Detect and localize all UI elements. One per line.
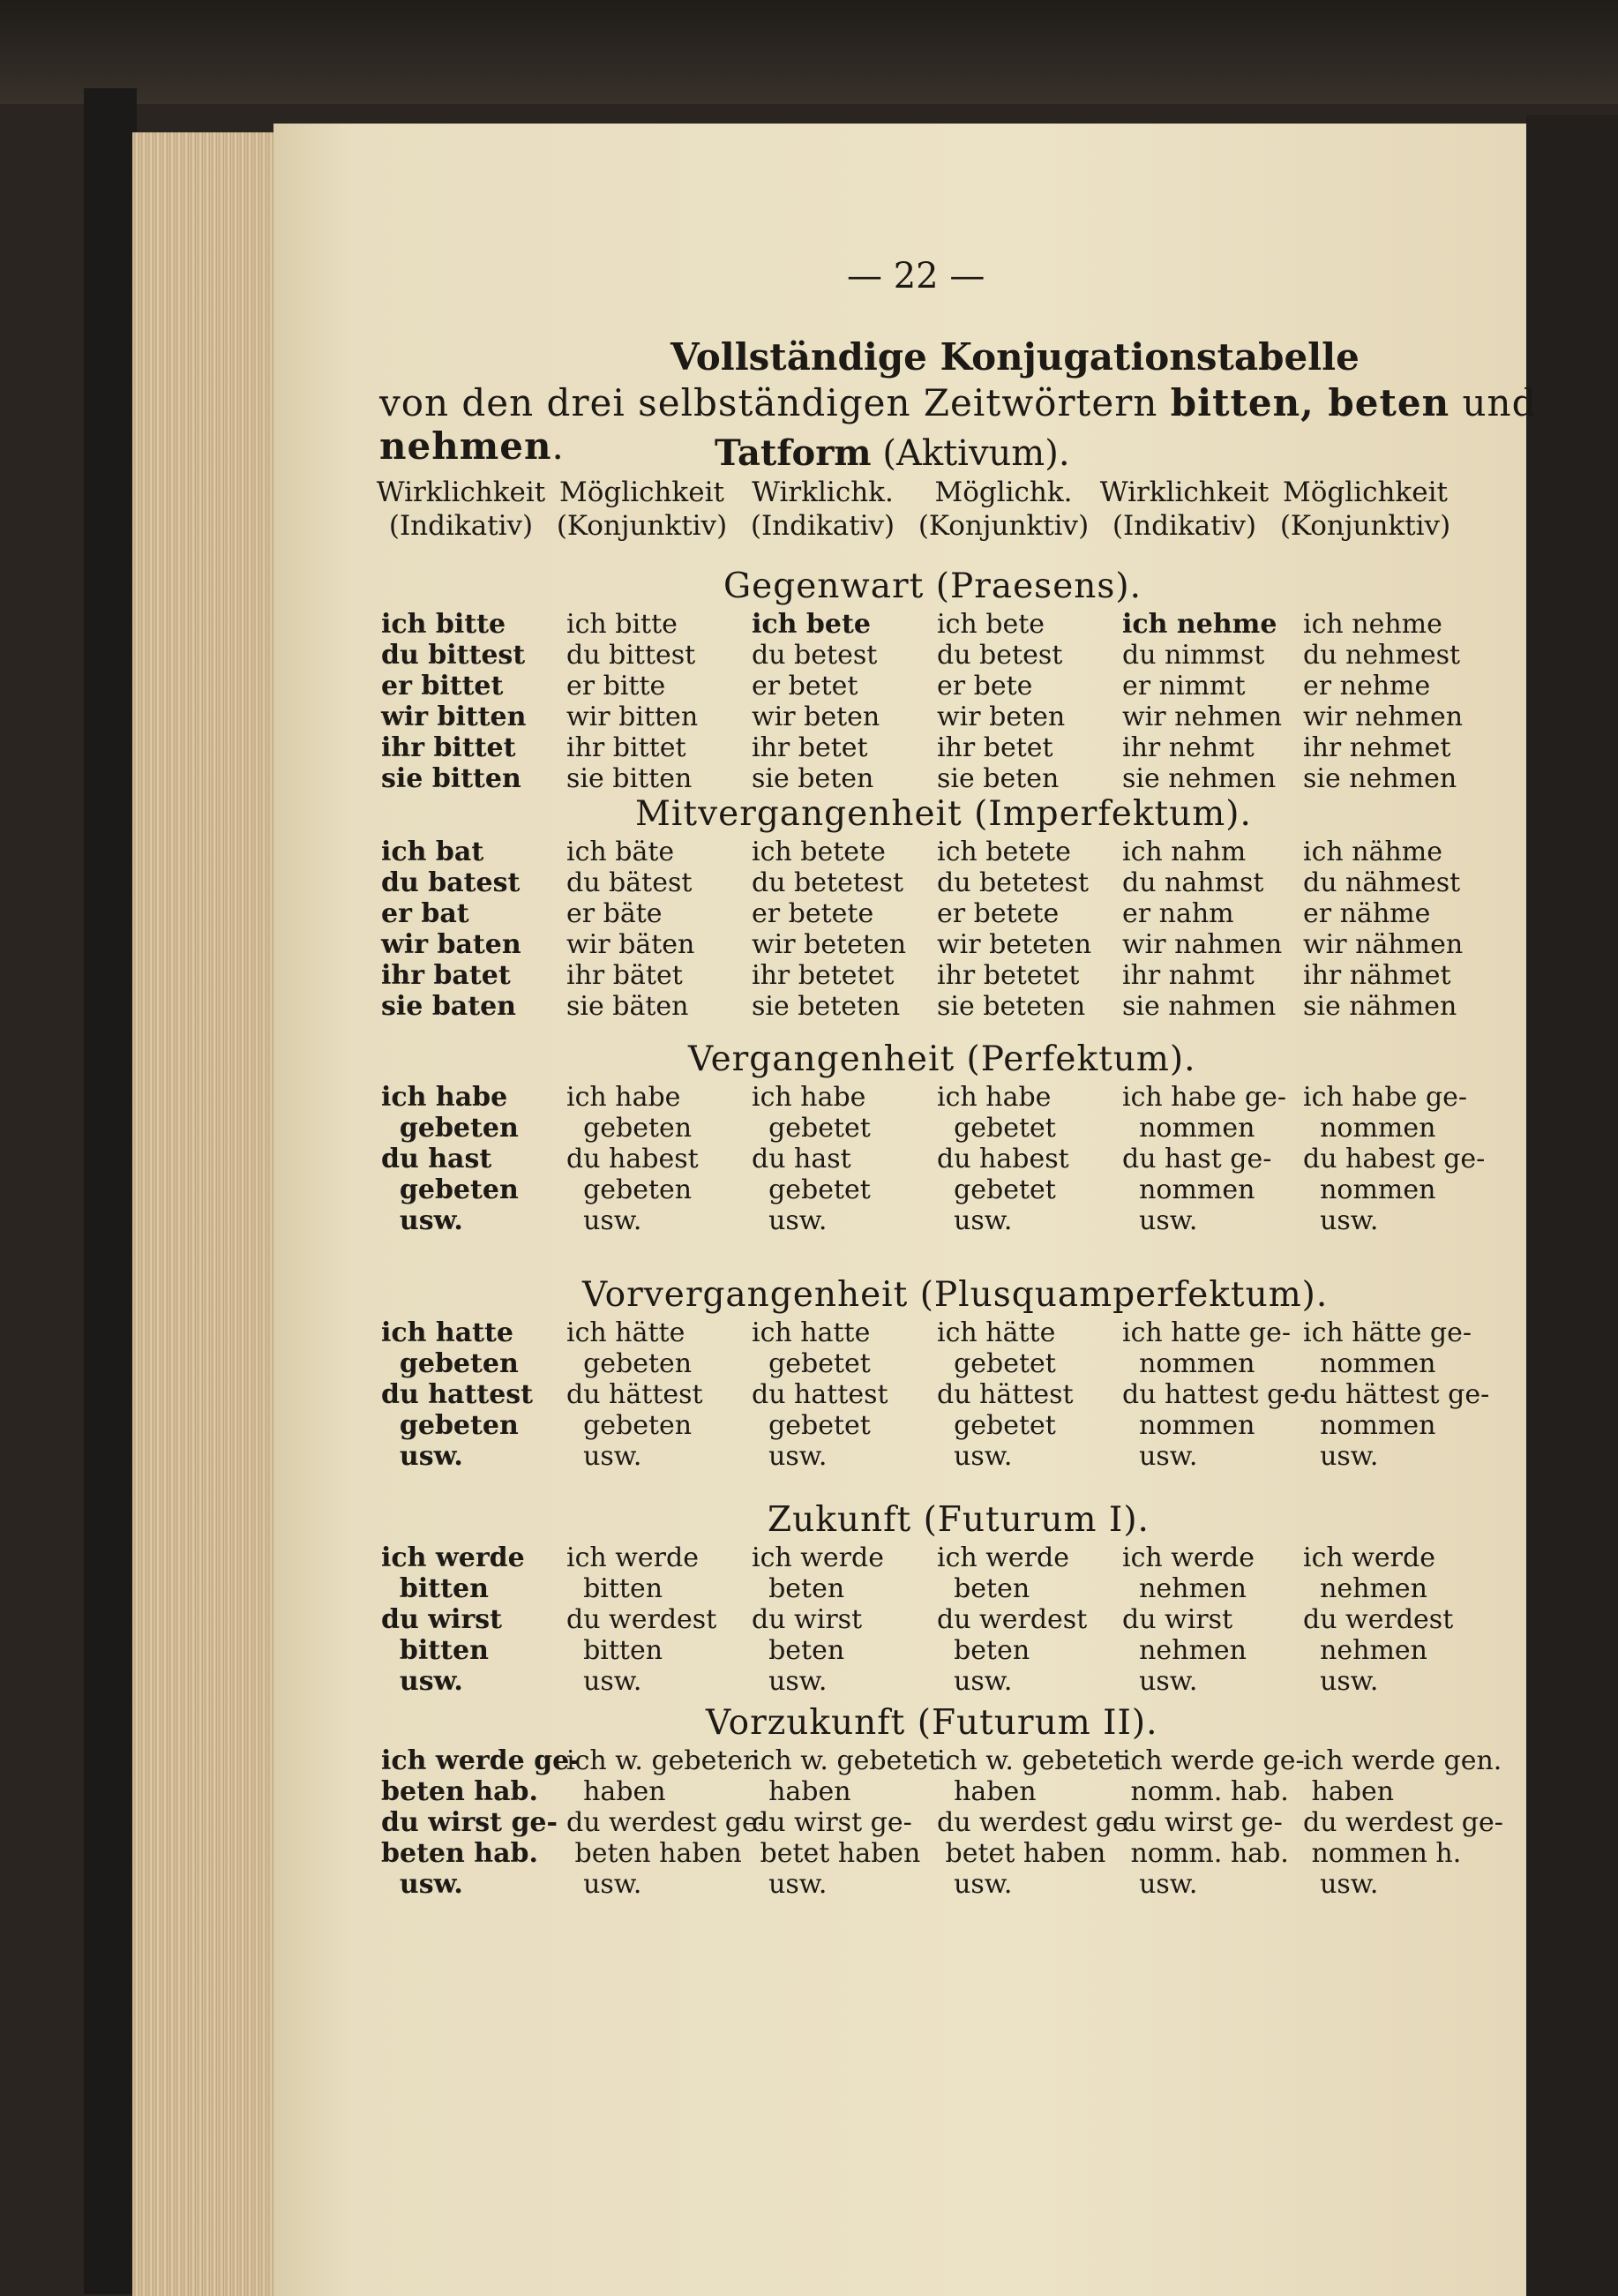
conjugation-cell: ihr bätet: [566, 960, 683, 991]
subtitle-verbs-2: nehmen: [379, 424, 552, 468]
conjugation-cell: usw.: [752, 1666, 828, 1697]
conjugation-cell: gebeten: [566, 1174, 693, 1205]
conjugation-cell: sie bitten: [381, 763, 521, 794]
conjugation-cell: usw.: [381, 1869, 463, 1900]
conjugation-cell: nehmen: [1122, 1573, 1247, 1604]
conjugation-cell: haben: [1303, 1776, 1395, 1807]
conjugation-cell: ihr betet: [752, 732, 868, 763]
conjugation-cell: er nehme: [1303, 671, 1431, 702]
conjugation-cell: ich hätte: [937, 1317, 1056, 1348]
conjugation-cell: er bitte: [566, 671, 666, 702]
conjugation-cell: ich werde ge-: [1122, 1745, 1305, 1776]
conjugation-cell: ich werde: [1303, 1542, 1435, 1573]
conjugation-cell: usw.: [937, 1205, 1013, 1236]
conjugation-cell: ich habe ge-: [1122, 1082, 1287, 1113]
conjugation-cell: ihr betetet: [752, 960, 895, 991]
conjugation-cell: wir nehmen: [1122, 702, 1283, 732]
conjugation-cell: du werdest: [937, 1604, 1088, 1635]
conjugation-cell: ich bat: [381, 837, 484, 867]
tense-heading: Vergangenheit (Perfektum).: [688, 1039, 1196, 1079]
conjugation-cell: er betete: [752, 898, 874, 929]
conjugation-cell: ihr bittet: [566, 732, 686, 763]
conjugation-cell: du hattest: [752, 1379, 888, 1410]
conjugation-cell: du werdest ge-: [1303, 1807, 1503, 1838]
conjugation-cell: ich habe ge-: [1303, 1082, 1468, 1113]
conjugation-cell: haben: [566, 1776, 666, 1807]
mood-latin: (Indikativ): [750, 510, 895, 542]
tense-heading: Gegenwart (Praesens).: [723, 566, 1142, 606]
subtitle-verbs-1: bitten, beten: [1170, 381, 1450, 424]
conjugation-cell: ich werde: [1122, 1542, 1255, 1573]
conjugation-cell: beten: [937, 1573, 1030, 1604]
conjugation-cell: gebeten: [381, 1410, 519, 1441]
conjugation-cell: du hättest: [566, 1379, 703, 1410]
conjugation-grid: [381, 1542, 1488, 1697]
conjugation-cell: nehmen: [1303, 1573, 1427, 1604]
conjugation-cell: du nahmst: [1122, 867, 1264, 898]
conjugation-cell: ich werde: [566, 1542, 699, 1573]
conjugation-cell: betet haben: [937, 1838, 1106, 1869]
conjugation-cell: bitten: [566, 1573, 663, 1604]
conjugation-cell: du hattest: [381, 1379, 534, 1410]
conjugation-cell: bitten: [566, 1635, 663, 1666]
conjugation-cell: ich betete: [752, 837, 886, 867]
conjugation-cell: ich hatte ge-: [1122, 1317, 1291, 1348]
conjugation-cell: ich nehme: [1122, 609, 1277, 640]
mood-header: Wirklichkeit: [1099, 476, 1270, 508]
conjugation-grid: [381, 1317, 1488, 1472]
conjugation-cell: ich bitte: [381, 609, 506, 640]
conjugation-cell: ich bitte: [566, 609, 678, 640]
conjugation-cell: du werdest ge-: [937, 1807, 1137, 1838]
conjugation-cell: gebetet: [937, 1348, 1056, 1379]
conjugation-cell: ihr batet: [381, 960, 511, 991]
conjugation-cell: sie nehmen: [1303, 763, 1457, 794]
conjugation-cell: bitten: [381, 1573, 489, 1604]
conjugation-cell: ich hatte: [381, 1317, 513, 1348]
conjugation-cell: du wirst ge-: [752, 1807, 912, 1838]
conjugation-cell: usw.: [1303, 1205, 1379, 1236]
conjugation-cell: du werdest ge-: [566, 1807, 767, 1838]
conjugation-cell: ich habe: [381, 1082, 508, 1113]
conjugation-cell: usw.: [1122, 1869, 1198, 1900]
conjugation-cell: haben: [752, 1776, 851, 1807]
conjugation-cell: sie nehmen: [1122, 763, 1277, 794]
conjugation-cell: sie beten: [937, 763, 1060, 794]
mood-header: Möglichkeit: [559, 476, 724, 508]
conjugation-cell: gebeten: [566, 1410, 693, 1441]
conjugation-cell: ihr nehmet: [1303, 732, 1451, 763]
conjugation-cell: du hattest ge-: [1122, 1379, 1309, 1410]
conjugation-cell: ich werde: [381, 1542, 525, 1573]
conjugation-cell: wir nähmen: [1303, 929, 1464, 960]
conjugation-cell: du werdest: [566, 1604, 717, 1635]
conjugation-cell: nommen: [1303, 1348, 1436, 1379]
conjugation-cell: du wirst: [381, 1604, 503, 1635]
conjugation-cell: er betete: [937, 898, 1060, 929]
conjugation-cell: sie nahmen: [1122, 991, 1277, 1022]
conjugation-cell: usw.: [937, 1441, 1013, 1472]
conjugation-cell: nehmen: [1122, 1635, 1247, 1666]
conjugation-cell: er bete: [937, 671, 1033, 702]
conjugation-cell: sie bäten: [566, 991, 689, 1022]
conjugation-cell: ich nahm: [1122, 837, 1247, 867]
conjugation-cell: sie beteten: [937, 991, 1086, 1022]
conjugation-cell: du wirst: [1122, 1604, 1233, 1635]
conjugation-cell: usw.: [1122, 1441, 1198, 1472]
conjugation-cell: du betest: [937, 640, 1063, 671]
conjugation-cell: er nähme: [1303, 898, 1431, 929]
page-title: Vollständige Konjugationstabelle: [670, 335, 1360, 379]
conjugation-cell: betet haben: [752, 1838, 921, 1869]
conjugation-cell: du wirst ge-: [1122, 1807, 1283, 1838]
conjugation-cell: beten hab.: [381, 1838, 538, 1869]
conjugation-cell: gebeten: [566, 1348, 693, 1379]
conjugation-cell: nehmen: [1303, 1635, 1427, 1666]
conjugation-cell: ich w. gebeten: [566, 1745, 760, 1776]
conjugation-cell: gebeten: [381, 1174, 519, 1205]
conjugation-cell: nomm. hab.: [1122, 1776, 1289, 1807]
subtitle-end: .: [551, 424, 565, 468]
tense-heading: Vorzukunft (Futurum II).: [706, 1703, 1158, 1743]
conjugation-cell: beten hab.: [381, 1776, 538, 1807]
conjugation-cell: er bäte: [566, 898, 663, 929]
conjugation-cell: ich werde: [937, 1542, 1069, 1573]
conjugation-cell: beten haben: [566, 1838, 742, 1869]
mood-latin: (Konjunktiv): [556, 510, 728, 542]
mood-latin-headers: [371, 510, 1456, 542]
conjugation-cell: usw.: [1122, 1666, 1198, 1697]
conjugation-cell: usw.: [381, 1441, 463, 1472]
conjugation-cell: ihr nähmet: [1303, 960, 1451, 991]
conjugation-cell: nommen: [1122, 1174, 1255, 1205]
conjugation-cell: wir bäten: [566, 929, 695, 960]
conjugation-cell: du betetest: [937, 867, 1090, 898]
conjugation-cell: du bittest: [381, 640, 526, 671]
conjugation-cell: wir beten: [937, 702, 1066, 732]
conjugation-cell: ich habe: [937, 1082, 1052, 1113]
conjugation-cell: ich bäte: [566, 837, 675, 867]
tense-heading: Zukunft (Futurum I).: [768, 1500, 1150, 1540]
conjugation-cell: du hast: [752, 1144, 851, 1174]
conjugation-cell: usw.: [381, 1205, 463, 1236]
conjugation-cell: nommen: [1303, 1113, 1436, 1144]
conjugation-grid: [381, 837, 1488, 1022]
conjugation-cell: ich betete: [937, 837, 1071, 867]
page-number: — 22 —: [847, 256, 985, 296]
conjugation-grid: [381, 609, 1488, 794]
conjugation-cell: du betetest: [752, 867, 904, 898]
conjugation-cell: ich nehme: [1303, 609, 1442, 640]
conjugation-cell: du betest: [752, 640, 878, 671]
conjugation-cell: usw.: [1303, 1666, 1379, 1697]
conjugation-cell: beten: [937, 1635, 1030, 1666]
conjugation-cell: du hättest ge-: [1303, 1379, 1490, 1410]
conjugation-cell: ich werde ge-: [381, 1745, 581, 1776]
conjugation-cell: du bätest: [566, 867, 693, 898]
conjugation-cell: wir beteten: [937, 929, 1092, 960]
conjugation-cell: du hast ge-: [1122, 1144, 1272, 1174]
conjugation-cell: ich nähme: [1303, 837, 1442, 867]
conjugation-cell: usw.: [566, 1869, 642, 1900]
conjugation-grid: [381, 1082, 1488, 1236]
conjugation-cell: beten: [752, 1635, 845, 1666]
conjugation-cell: du hast: [381, 1144, 492, 1174]
mood-header: Möglichkeit: [1283, 476, 1448, 508]
conjugation-cell: usw.: [1303, 1869, 1379, 1900]
conjugation-grid: [381, 1745, 1503, 1900]
conjugation-cell: ich bete: [752, 609, 871, 640]
conjugation-cell: du hättest: [937, 1379, 1074, 1410]
mood-header: Möglichk.: [934, 476, 1073, 508]
subtitle-and: und: [1449, 381, 1537, 424]
conjugation-cell: ich w. gebetet: [752, 1745, 940, 1776]
conjugation-cell: gebeten: [381, 1113, 519, 1144]
conjugation-cell: gebetet: [937, 1174, 1056, 1205]
conjugation-cell: usw.: [1122, 1205, 1198, 1236]
conjugation-cell: ich hätte ge-: [1303, 1317, 1472, 1348]
conjugation-cell: usw.: [381, 1666, 463, 1697]
conjugation-cell: du werdest: [1303, 1604, 1454, 1635]
conjugation-cell: er bat: [381, 898, 469, 929]
conjugation-cell: er betet: [752, 671, 858, 702]
conjugation-cell: ich habe: [752, 1082, 866, 1113]
conjugation-cell: ich werde: [752, 1542, 884, 1573]
voice-name: Tatform: [715, 432, 872, 474]
conjugation-cell: usw.: [937, 1666, 1013, 1697]
conjugation-cell: du batest: [381, 867, 521, 898]
conjugation-cell: wir beten: [752, 702, 880, 732]
tense-heading: Mitvergangenheit (Imperfektum).: [635, 794, 1252, 834]
conjugation-cell: er nimmt: [1122, 671, 1246, 702]
mood-latin: (Konjunktiv): [918, 510, 1090, 542]
conjugation-cell: wir baten: [381, 929, 521, 960]
conjugation-cell: ich habe: [566, 1082, 681, 1113]
conjugation-cell: haben: [937, 1776, 1037, 1807]
conjugation-cell: wir beteten: [752, 929, 907, 960]
conjugation-cell: nommen: [1122, 1348, 1255, 1379]
conjugation-cell: usw.: [566, 1666, 642, 1697]
conjugation-cell: du wirst: [752, 1604, 863, 1635]
mood-latin: (Konjunktiv): [1279, 510, 1451, 542]
conjugation-cell: nommen: [1122, 1410, 1255, 1441]
conjugation-cell: du habest ge-: [1303, 1144, 1486, 1174]
conjugation-cell: ihr nahmt: [1122, 960, 1255, 991]
conjugation-cell: nommen: [1303, 1174, 1436, 1205]
conjugation-cell: ich hatte: [752, 1317, 871, 1348]
conjugation-cell: gebetet: [937, 1410, 1056, 1441]
conjugation-cell: usw.: [752, 1205, 828, 1236]
mood-header: Wirklichk.: [752, 476, 894, 508]
conjugation-cell: wir nehmen: [1303, 702, 1464, 732]
conjugation-cell: sie bitten: [566, 763, 693, 794]
conjugation-cell: sie baten: [381, 991, 516, 1022]
voice-latin: (Aktivum).: [882, 433, 1070, 474]
conjugation-cell: gebeten: [381, 1348, 519, 1379]
conjugation-cell: du nimmst: [1122, 640, 1265, 671]
mood-latin: (Indikativ): [388, 510, 534, 542]
conjugation-cell: usw.: [752, 1869, 828, 1900]
conjugation-cell: ich w. gebetet: [937, 1745, 1125, 1776]
conjugation-cell: wir nahmen: [1122, 929, 1283, 960]
conjugation-cell: usw.: [752, 1441, 828, 1472]
conjugation-cell: ihr betetet: [937, 960, 1080, 991]
conjugation-cell: sie nähmen: [1303, 991, 1457, 1022]
conjugation-cell: ihr nehmt: [1122, 732, 1255, 763]
conjugation-cell: beten: [752, 1573, 845, 1604]
conjugation-cell: ich hätte: [566, 1317, 685, 1348]
conjugation-cell: gebetet: [937, 1113, 1056, 1144]
conjugation-cell: er nahm: [1122, 898, 1234, 929]
conjugation-cell: wir bitten: [381, 702, 527, 732]
conjugation-cell: du bittest: [566, 640, 696, 671]
conjugation-cell: nomm. hab.: [1122, 1838, 1289, 1869]
conjugation-cell: usw.: [937, 1869, 1013, 1900]
conjugation-cell: du habest: [937, 1144, 1069, 1174]
conjugation-cell: bitten: [381, 1635, 489, 1666]
conjugation-cell: gebetet: [752, 1348, 871, 1379]
conjugation-cell: ihr betet: [937, 732, 1053, 763]
voice-heading: [715, 432, 1070, 474]
conjugation-cell: wir bitten: [566, 702, 699, 732]
mood-header: Wirklichkeit: [376, 476, 546, 508]
conjugation-cell: er bittet: [381, 671, 504, 702]
conjugation-cell: du nehmest: [1303, 640, 1461, 671]
conjugation-cell: gebetet: [752, 1410, 871, 1441]
conjugation-cell: ich bete: [937, 609, 1045, 640]
conjugation-cell: du wirst ge-: [381, 1807, 558, 1838]
conjugation-cell: usw.: [1303, 1441, 1379, 1472]
conjugation-cell: nommen h.: [1303, 1838, 1462, 1869]
conjugation-cell: gebetet: [752, 1174, 871, 1205]
conjugation-cell: du habest: [566, 1144, 699, 1174]
conjugation-cell: sie beteten: [752, 991, 901, 1022]
tense-heading: Vorvergangenheit (Plusquamperfektum).: [582, 1275, 1329, 1315]
mood-headers: [371, 476, 1456, 508]
conjugation-cell: sie beten: [752, 763, 874, 794]
conjugation-cell: gebetet: [752, 1113, 871, 1144]
conjugation-cell: ich werde gen.: [1303, 1745, 1502, 1776]
conjugation-cell: gebeten: [566, 1113, 693, 1144]
conjugation-cell: usw.: [566, 1205, 642, 1236]
conjugation-cell: nommen: [1122, 1113, 1255, 1144]
subtitle-prefix: von den drei selbständigen Zeitwörtern: [379, 381, 1171, 424]
conjugation-cell: du nähmest: [1303, 867, 1461, 898]
conjugation-cell: usw.: [566, 1441, 642, 1472]
mood-latin: (Indikativ): [1112, 510, 1257, 542]
conjugation-cell: ihr bittet: [381, 732, 516, 763]
conjugation-cell: nommen: [1303, 1410, 1436, 1441]
